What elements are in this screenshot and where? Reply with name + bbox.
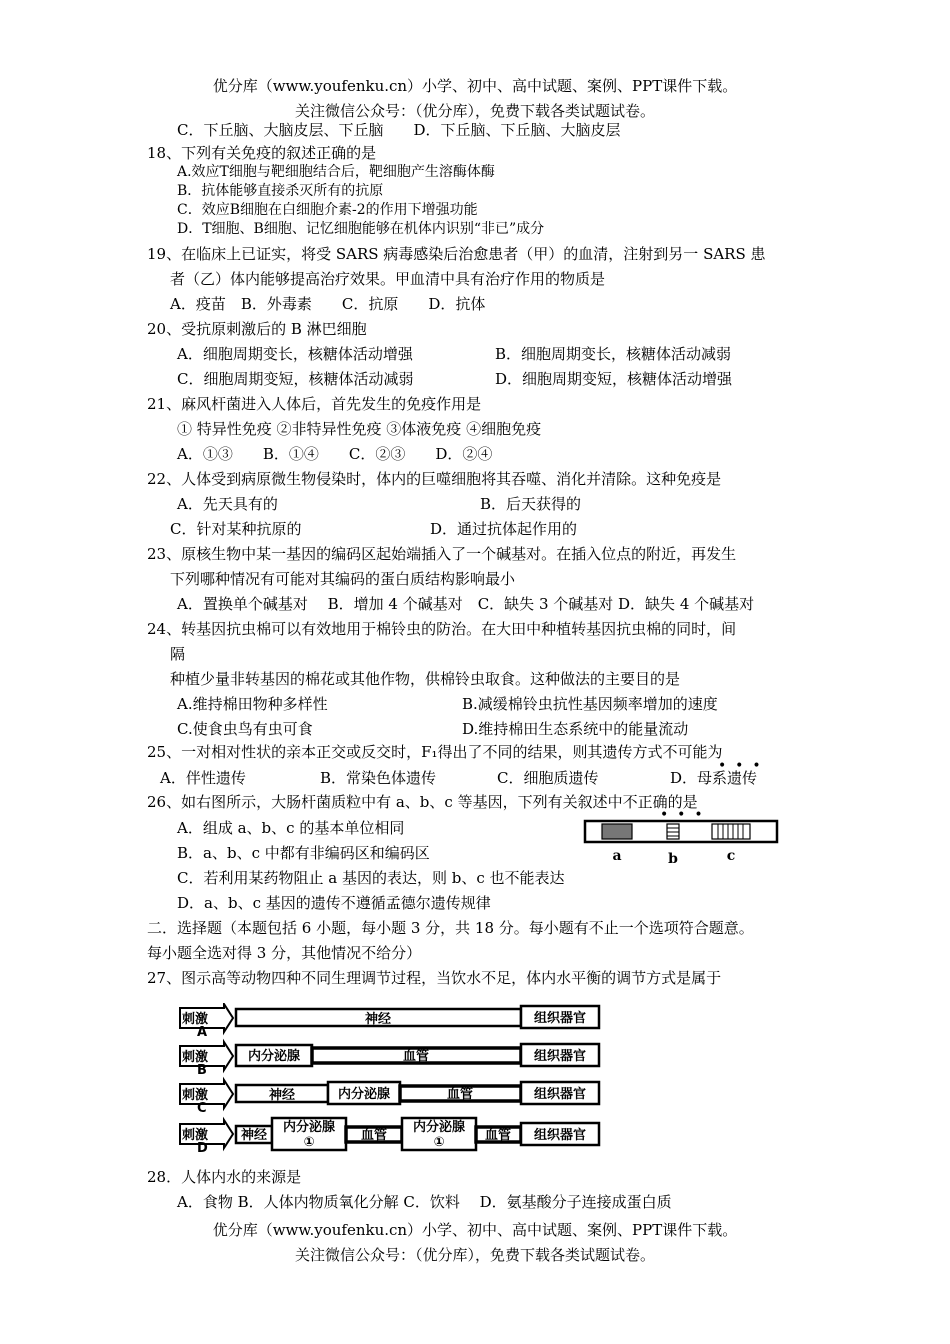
gene-b-block: [667, 824, 679, 839]
q18-option-a: A.效应T细胞与靶细胞结合后，靶细胞产生溶酶体酶: [177, 164, 495, 180]
q22-option-d: D．通过抗体起作用的: [430, 520, 578, 538]
q24-option-a: A.维持棉田物种多样性: [177, 695, 328, 713]
q26-stem: 26、如右图所示，大肠杆菌质粒中有 a、b、c 等基因，下列有关叙述中不正确的是: [147, 793, 698, 811]
gland-number-1: ①: [303, 1135, 315, 1150]
regulation-row-a: [180, 1004, 599, 1040]
q24-option-c: C.使食虫鸟有虫可食: [177, 720, 313, 738]
blood-vessel-box: 血管: [446, 1087, 474, 1102]
q24-option-d: D.维持棉田生态系统中的能量流动: [462, 720, 689, 738]
tissue-organ-box: 组织器官: [533, 1011, 587, 1026]
q25-stem: 25、一对相对性状的亲本正交或反交时，F₁得出了不同的结果，则其遗传方式不可能为: [147, 743, 723, 761]
q19-options: A．疫苗 B．外毒素 C．抗原 D．抗体: [170, 295, 486, 313]
row-letter: D: [197, 1141, 208, 1153]
q25-option-c: C．细胞质遗传: [497, 769, 599, 787]
q26-option-c: C．若利用某药物阻止 a 基因的表达，则 b、c 也不能表达: [177, 869, 565, 887]
q18-option-d: D．T细胞、B细胞、记忆细胞能够在机体内识别“非已”成分: [177, 221, 545, 237]
header-line-1: 优分库（www.youfenku.cn）小学、初中、高中试题、案例、PPT课件下载。: [212, 77, 738, 95]
q26-option-d: D．a、b、c 基因的遗传不遵循孟德尔遗传规律: [177, 894, 491, 912]
q21-stem: 21、麻风杆菌进入人体后，首先发生的免疫作用是: [147, 395, 482, 413]
q23-stem-2: 下列哪种情况有可能对其编码的蛋白质结构影响最小: [170, 570, 516, 588]
blood-vessel-box: 血管: [402, 1049, 430, 1064]
q28-options: A．食物 B．人体内物质氧化分解 C．饮料 D．氨基酸分子连接成蛋白质: [177, 1193, 672, 1211]
q22-stem: 22、人体受到病原微生物侵染时，体内的巨噬细胞将其吞噬、消化并清除。这种免疫是: [147, 470, 722, 488]
tissue-organ-box: 组织器官: [533, 1087, 587, 1102]
q25-option-d: D．母系遗传: [670, 769, 758, 787]
gene-b-label: b: [668, 851, 678, 867]
q20-option-c: C．细胞周期变短，核糖体活动减弱: [177, 370, 414, 388]
endocrine-gland-box: 内分泌腺: [337, 1087, 391, 1102]
q20-stem: 20、受抗原刺激后的 B 淋巴细胞: [147, 320, 367, 338]
nerve-box: 神经: [364, 1012, 392, 1027]
gene-a-block: [602, 824, 632, 839]
endocrine-gland-1-box: 内分泌腺: [282, 1120, 336, 1135]
q21-statements: ① 特异性免疫 ②非特异性免疫 ③体液免疫 ④细胞免疫: [177, 420, 542, 438]
regulation-row-b: [180, 1042, 599, 1078]
emphasis-dots: • • •: [660, 807, 703, 823]
q18-option-c: C．效应B细胞在白细胞介素-2的作用下增强功能: [177, 202, 478, 218]
q24-stem-3: 种植少量非转基因的棉花或其他作物，供棉铃虫取食。这种做法的主要目的是: [170, 670, 681, 688]
q18-option-b: B．抗体能够直接杀灭所有的抗原: [177, 183, 384, 199]
gene-c-label: c: [726, 848, 736, 864]
regulation-row-d: [180, 1118, 599, 1153]
q22-option-c: C．针对某种抗原的: [170, 520, 302, 538]
q20-option-d: D．细胞周期变短，核糖体活动增强: [495, 370, 733, 388]
q23-options: A．置换单个碱基对 B．增加 4 个碱基对 C．缺失 3 个碱基对 D．缺失 4 个碱基对: [177, 595, 755, 613]
gene-c-block: [712, 824, 750, 839]
q25-option-a: A．伴性遗传: [160, 769, 246, 787]
q23-stem-1: 23、原核生物中某一基因的编码区起始端插入了一个碱基对。在插入位点的附近，再发生: [147, 545, 737, 563]
stimulus-label: 刺激: [182, 1012, 209, 1027]
q26-option-a: A．组成 a、b、c 的基本单位相同: [177, 819, 405, 837]
q19-stem-1: 19、在临床上已证实，将受 SARS 病毒感染后治愈患者（甲）的血清，注射到另一 SARS 患: [147, 245, 766, 263]
blood-vessel-box: 血管: [360, 1128, 388, 1143]
row-letter: C: [197, 1101, 207, 1116]
endocrine-gland-2-box: 内分泌腺: [412, 1120, 466, 1135]
row-letter: B: [197, 1063, 207, 1078]
footer-line-2: 关注微信公众号：（优分库），免费下载各类试题试卷。: [294, 1246, 655, 1264]
q22-option-a: A．先天具有的: [177, 495, 278, 513]
q26-option-b: B．a、b、c 中都有非编码区和编码区: [177, 844, 430, 862]
q17-options-cd: C．下丘脑、大脑皮层、下丘脑 D．下丘脑、下丘脑、大脑皮层: [177, 121, 621, 139]
q19-stem-2: 者（乙）体内能够提高治疗效果。甲血清中具有治疗作用的物质是: [170, 270, 606, 288]
stimulus-label: 刺激: [182, 1128, 209, 1143]
tissue-organ-box: 组织器官: [533, 1049, 587, 1064]
blood-vessel-box: 血管: [484, 1128, 512, 1143]
header-line-2: 关注微信公众号：（优分库），免费下载各类试题试卷。: [294, 102, 655, 120]
row-letter: A: [197, 1025, 208, 1040]
stimulus-label: 刺激: [182, 1088, 209, 1103]
tissue-organ-box: 组织器官: [533, 1128, 587, 1143]
nerve-box: 神经: [268, 1088, 296, 1103]
emphasis-dots: • • •: [718, 758, 761, 774]
gene-a-label: a: [612, 848, 622, 864]
q20-option-a: A．细胞周期变长，核糖体活动增强: [177, 345, 413, 363]
footer-line-1: 优分库（www.youfenku.cn）小学、初中、高中试题、案例、PPT课件下载。: [212, 1221, 738, 1239]
q20-option-b: B．细胞周期变长，核糖体活动减弱: [495, 345, 732, 363]
q24-stem-2: 隔: [170, 645, 186, 663]
q25-option-b: B．常染色体遗传: [320, 769, 437, 787]
q27-stem: 27、图示高等动物四种不同生理调节过程，当饮水不足，体内水平衡的调节方式是属于: [147, 969, 722, 987]
q28-stem: 28．人体内水的来源是: [147, 1168, 302, 1186]
q24-stem-1: 24、转基因抗虫棉可以有效地用于棉铃虫的防治。在大田中种植转基因抗虫棉的同时，间: [147, 620, 737, 638]
q24-option-b: B.减缓棉铃虫抗性基因频率增加的速度: [462, 695, 718, 713]
section-2-heading-1: 二．选择题（本题包括 6 小题，每小题 3 分，共 18 分。每小题有不止一个选项符合题意。: [147, 919, 754, 937]
regulation-row-c: [180, 1080, 599, 1116]
endocrine-gland-box: 内分泌腺: [247, 1049, 301, 1064]
section-2-heading-2: 每小题全选对得 3 分，其他情况不给分）: [147, 944, 422, 962]
regulation-figure: [178, 1003, 603, 1153]
plasmid-gene-figure: [582, 815, 782, 867]
q18-stem: 18、下列有关免疫的叙述正确的是: [147, 144, 377, 162]
q21-options: A．①③ B．①④ C．②③ D．②④: [177, 445, 493, 463]
stimulus-label: 刺激: [182, 1050, 209, 1065]
q22-option-b: B．后天获得的: [480, 495, 582, 513]
gland-number-2: ①: [433, 1135, 445, 1150]
nerve-box: 神经: [240, 1128, 268, 1143]
